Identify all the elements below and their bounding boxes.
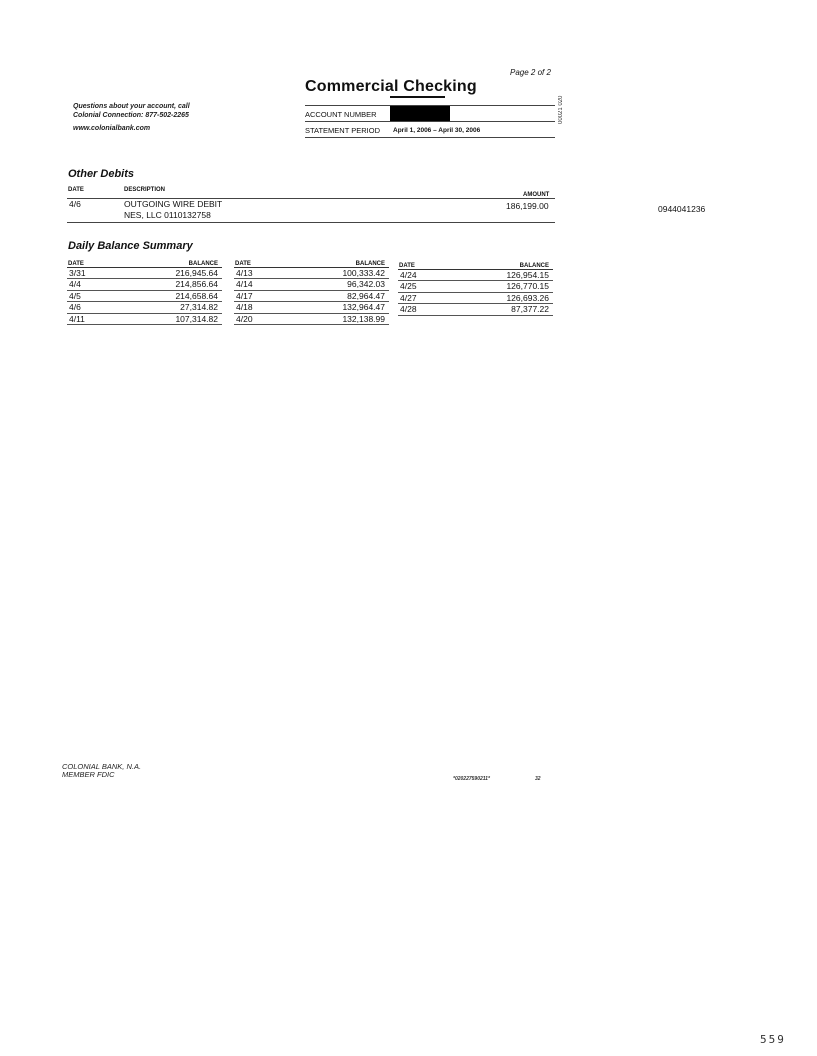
- other-debits-date-header: DATE: [68, 187, 84, 193]
- row-balance: 100,333.42: [342, 268, 385, 278]
- row-date: 4/27: [400, 292, 417, 303]
- row-balance: 132,138.99: [342, 313, 385, 324]
- row-date: 4/4: [69, 279, 81, 290]
- footer-bank-line-1: COLONIAL BANK, N.A.: [62, 762, 142, 771]
- other-debits-row-description-1: OUTGOING WIRE DEBIT: [124, 199, 223, 209]
- table-row: [234, 268, 389, 279]
- page-number: Page 2 of 2: [510, 68, 551, 77]
- row-balance: 126,693.26: [506, 292, 549, 303]
- table-row: [67, 279, 222, 290]
- footer-bank-line-2: MEMBER FDIC: [62, 770, 115, 779]
- table-row: [234, 279, 389, 290]
- row-date: 4/13: [236, 268, 253, 278]
- row-date: 4/28: [400, 304, 417, 315]
- title-underline: [390, 96, 445, 98]
- row-date: 4/5: [69, 290, 81, 301]
- contact-info: [73, 102, 190, 120]
- row-date: 4/11: [69, 313, 85, 324]
- daily-balance-column-1: [67, 258, 222, 325]
- date-header: DATE: [235, 261, 251, 267]
- row-date: 3/31: [69, 268, 86, 278]
- daily-balance-header: [67, 258, 222, 268]
- table-row: [67, 268, 222, 279]
- table-row: [234, 291, 389, 302]
- account-number-label: ACCOUNT NUMBER: [305, 110, 377, 119]
- row-date: 4/20: [236, 313, 253, 324]
- row-balance: 96,342.03: [347, 279, 385, 290]
- statement-period-value: April 1, 2006 – April 30, 2006: [393, 127, 481, 134]
- row-balance: 132,964.47: [342, 302, 385, 313]
- contact-line-1: Questions about your account, call: [73, 103, 190, 110]
- balance-header: BALANCE: [519, 263, 549, 269]
- other-debits-title: Other Debits: [68, 168, 135, 180]
- micr-code: *020227590211*: [453, 776, 490, 782]
- other-debits-bottom-rule: [67, 222, 555, 223]
- date-header: DATE: [399, 263, 415, 269]
- row-balance: 82,964.47: [347, 290, 385, 301]
- row-date: 4/25: [400, 281, 417, 292]
- other-debits-row-date: 4/6: [69, 199, 81, 209]
- micr-suffix: 32: [535, 776, 541, 782]
- row-balance: 87,377.22: [511, 304, 549, 315]
- row-balance: 216,945.64: [175, 268, 218, 278]
- daily-balance-header: [234, 258, 389, 268]
- reference-number: 0944041236: [658, 204, 706, 214]
- row-balance: 214,856.64: [175, 279, 218, 290]
- table-row: [398, 304, 553, 315]
- daily-balance-title: Daily Balance Summary: [68, 240, 193, 252]
- table-row: [67, 302, 222, 313]
- header-rule-bottom: [305, 137, 555, 138]
- row-date: 4/6: [69, 302, 81, 313]
- footer-bank-name: [62, 763, 141, 779]
- contact-line-2: Colonial Connection: 877-502-2265: [73, 112, 189, 119]
- row-balance: 126,770.15: [506, 281, 549, 292]
- other-debits-amount-header: AMOUNT: [523, 192, 550, 198]
- row-date: 4/17: [236, 290, 253, 301]
- row-date: 4/18: [236, 302, 253, 313]
- table-row: [398, 270, 553, 281]
- row-balance: 27,314.82: [180, 302, 218, 313]
- row-balance: 107,314.82: [175, 313, 218, 324]
- other-debits-row-description-2: NES, LLC 0110132758: [124, 210, 211, 220]
- table-row: [398, 293, 553, 304]
- side-code: 00021 020: [558, 95, 564, 124]
- date-header: DATE: [68, 261, 84, 267]
- document-title: Commercial Checking: [305, 78, 477, 95]
- daily-balance-column-2: [234, 258, 389, 325]
- table-row: [234, 302, 389, 313]
- daily-balance-header: [398, 260, 553, 270]
- row-balance: 214,658.64: [175, 290, 218, 301]
- daily-balance-column-3: [398, 260, 553, 316]
- table-row: [67, 314, 222, 325]
- table-row: [234, 314, 389, 325]
- balance-header: BALANCE: [355, 261, 385, 267]
- account-number-redaction: [390, 106, 450, 122]
- other-debits-description-header: DESCRIPTION: [124, 187, 166, 193]
- table-row: [398, 281, 553, 292]
- bank-website: www.colonialbank.com: [73, 125, 151, 132]
- row-date: 4/14: [236, 279, 253, 290]
- row-balance: 126,954.15: [506, 270, 549, 280]
- row-date: 4/24: [400, 270, 417, 280]
- balance-header: BALANCE: [188, 261, 218, 267]
- bates-number: 559: [760, 1033, 786, 1046]
- statement-period-label: STATEMENT PERIOD: [305, 126, 381, 135]
- table-row: [67, 291, 222, 302]
- other-debits-row-amount: 186,199.00: [506, 201, 549, 211]
- header-rule-middle: [305, 121, 555, 122]
